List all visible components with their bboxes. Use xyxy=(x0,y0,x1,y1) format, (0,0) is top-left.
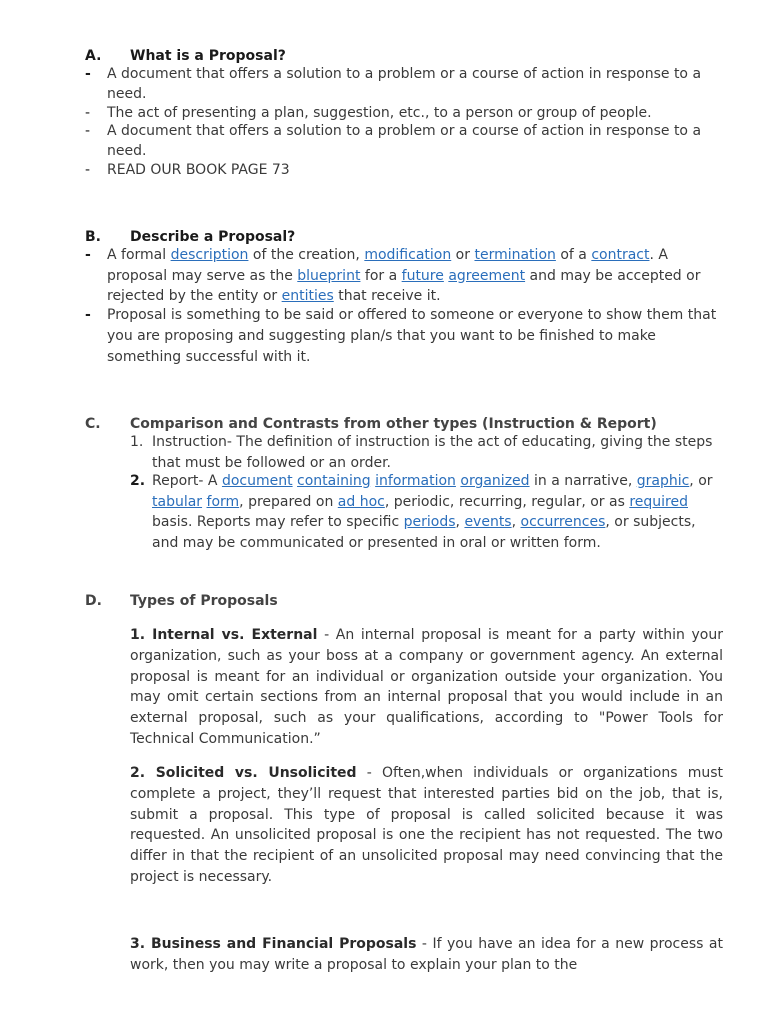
link-termination[interactable]: termination xyxy=(474,247,556,263)
link-agreement[interactable]: agreement xyxy=(448,267,526,284)
text-run: , periodic, recurring, regular, or as xyxy=(384,493,630,510)
link-blueprint[interactable]: blueprint xyxy=(297,267,361,284)
section-a-bullet xyxy=(85,64,725,104)
section-c-letter: C. xyxy=(85,416,101,432)
link-modification[interactable]: modification xyxy=(364,247,452,263)
link-graphic[interactable]: graphic xyxy=(636,473,690,489)
link-form[interactable]: form xyxy=(206,493,240,510)
paragraph-heading: 3. Business and Financial Proposals xyxy=(130,936,417,952)
bullet-text: The act of presenting a plan, suggestion, etc., to a person or group of people. xyxy=(107,105,652,121)
text-run: , or subjects, and may be communicated or presented in oral or written form. xyxy=(152,514,696,551)
section-c-item xyxy=(130,432,725,473)
section-b-bullet xyxy=(85,245,725,307)
paragraph-solicited-unsolicited xyxy=(130,763,723,888)
section-c-item xyxy=(130,471,725,553)
bullet-marker: - xyxy=(85,123,91,139)
section-a-letter: A. xyxy=(85,48,102,64)
section-b-letter: B. xyxy=(85,229,101,245)
text-run: of the creation, xyxy=(248,247,365,263)
text-run: , or xyxy=(689,473,713,489)
bullet-marker: - xyxy=(85,66,91,82)
section-d-title: Types of Proposals xyxy=(130,593,278,609)
paragraph-business-financial xyxy=(130,934,723,976)
text-run: of a xyxy=(555,247,592,263)
paragraph-heading: 1. Internal vs. External xyxy=(130,627,318,643)
section-a-heading xyxy=(85,46,286,66)
text-run: , xyxy=(455,514,465,530)
link-ad-hoc[interactable]: ad hoc xyxy=(337,493,385,510)
bullet-text: READ OUR BOOK PAGE 73 xyxy=(107,162,290,178)
item-marker: 1. xyxy=(130,434,144,450)
bullet-text: A document that offers a solution to a problem or a course of action in response to a need. xyxy=(107,66,702,102)
link-containing[interactable]: containing xyxy=(297,473,371,489)
section-b-bullet xyxy=(85,305,725,367)
link-description[interactable]: description xyxy=(170,247,249,263)
section-a-bullet xyxy=(85,121,725,161)
text-run: Report- A xyxy=(152,473,222,489)
link-organized[interactable]: organized xyxy=(460,473,530,489)
link-events[interactable]: events xyxy=(464,514,512,530)
text-run: for a xyxy=(360,267,402,284)
item-text: Instruction- The definition of instruction is the act of educating, giving the steps that must be followed or an order. xyxy=(152,434,713,471)
paragraph-internal-external xyxy=(130,625,723,750)
paragraph-heading: 2. Solicited vs. Unsolicited xyxy=(130,765,357,781)
section-d-heading xyxy=(85,591,278,611)
section-c-title: Comparison and Contrasts from other types (Instruction & Report) xyxy=(130,416,657,432)
bullet-marker: - xyxy=(85,307,91,323)
bullet-marker: - xyxy=(85,247,91,263)
section-c-heading xyxy=(85,414,657,434)
text-run: , prepared on xyxy=(239,493,338,510)
section-b-title: Describe a Proposal? xyxy=(130,229,296,245)
link-required[interactable]: required xyxy=(629,493,688,510)
bullet-text: A document that offers a solution to a problem or a course of action in response to a need. xyxy=(107,123,702,159)
bullet-text xyxy=(107,245,725,307)
text-run: . A proposal may serve as the xyxy=(107,247,668,284)
item-marker: 2. xyxy=(130,473,146,489)
text-run: or xyxy=(451,247,475,263)
link-document[interactable]: document xyxy=(221,473,293,489)
link-future[interactable]: future xyxy=(401,267,444,284)
text-run: A formal xyxy=(107,247,171,263)
link-contract[interactable]: contract xyxy=(591,247,650,263)
paragraph-text: - Often,when individuals or organizations must complete a project, they’ll request that interested parties bid on the job, that is, submit a proposal. This type of proposal is called solicited because it was requested. An unsolicited proposal is one the recipient has not requested. The two differ in that the recipient of an unsolicited proposal may need convincing that the project is necessary. xyxy=(130,765,723,885)
link-periods[interactable]: periods xyxy=(403,514,456,530)
paragraph-text: - If you have an idea for a new process at work, then you may write a proposal to explain your plan to the xyxy=(130,936,723,973)
text-run: that receive it. xyxy=(333,288,441,304)
bullet-marker: - xyxy=(85,105,91,121)
section-d-letter: D. xyxy=(85,593,102,609)
text-run: , xyxy=(511,514,521,530)
text-run: and may be accepted or rejected by the entity or xyxy=(107,267,701,304)
link-tabular[interactable]: tabular xyxy=(152,493,203,510)
section-a-bullet xyxy=(85,160,725,180)
bullet-marker: - xyxy=(85,162,91,178)
section-a-title: What is a Proposal? xyxy=(130,48,286,64)
bullet-text: Proposal is something to be said or offered to someone or everyone to show them that you are proposing and suggesting plan/s that you want to be finished to make something successful with it. xyxy=(107,307,717,365)
link-entities[interactable]: entities xyxy=(281,288,334,304)
item-text xyxy=(152,471,725,553)
text-run: basis. Reports may refer to specific xyxy=(152,514,404,530)
paragraph-text: - An internal proposal is meant for a party within your organization, such as your boss at a company or government agency. An external proposal is meant for an individual or organization outside your organization. You may omit certain sections from an internal proposal that you would include in an external proposal, such as your qualifications, according to "Power Tools for Technical Communication.” xyxy=(130,627,723,747)
section-b-heading xyxy=(85,227,295,247)
link-occurrences[interactable]: occurrences xyxy=(520,514,606,530)
text-run: in a narrative, xyxy=(529,473,637,489)
section-a-bullet xyxy=(85,103,725,123)
link-information[interactable]: information xyxy=(375,473,456,489)
